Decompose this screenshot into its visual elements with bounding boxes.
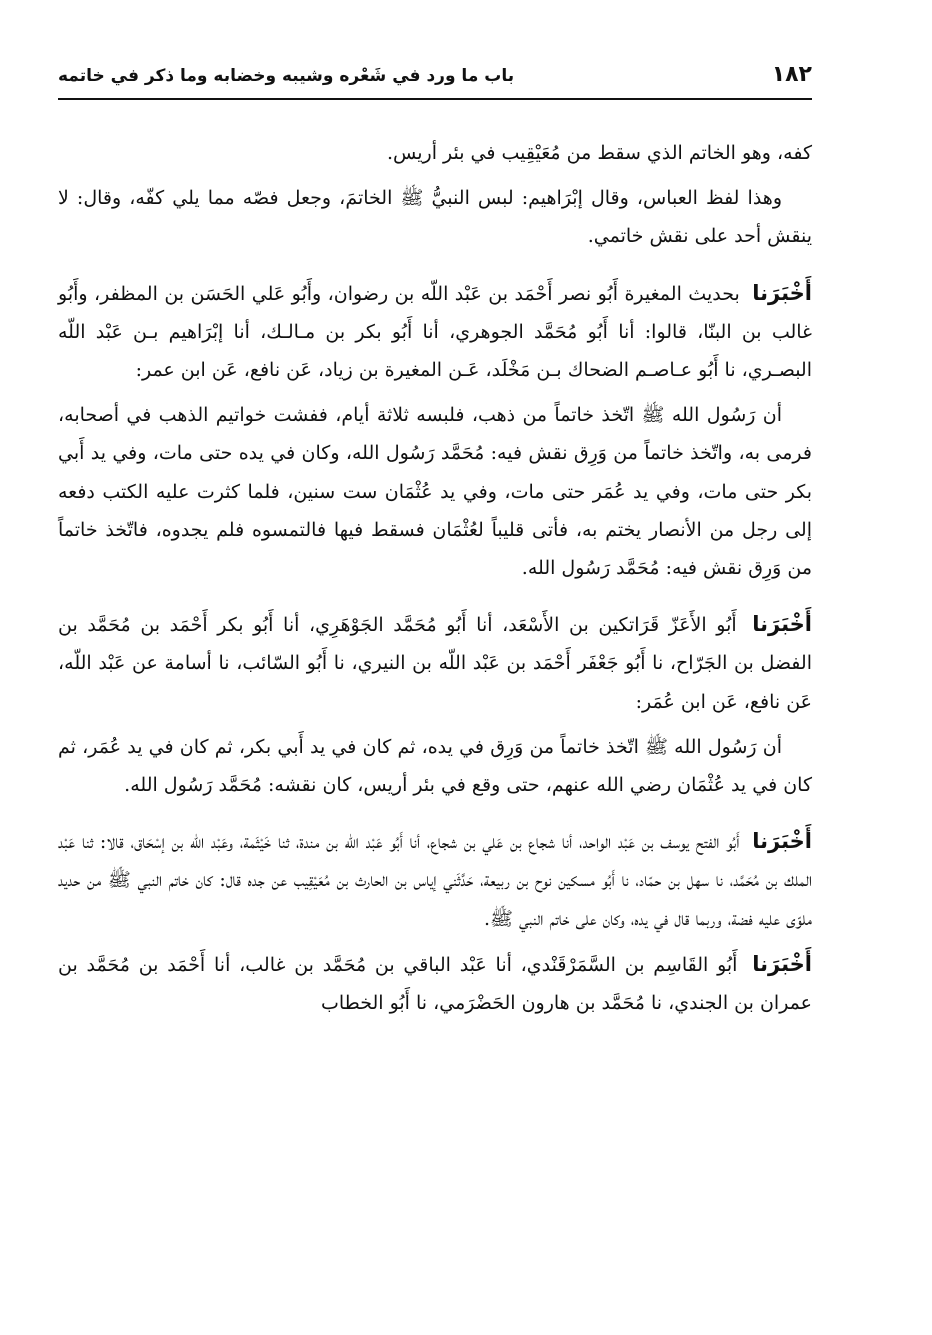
paragraph-text: أن رَسُول الله ﷺ اتّخذ خاتماً من ذهب، فلبسه ثلاثة أيام، ففشت خواتيم الذهب في أصحابه، فرمى به، واتّخذ خاتماً من وَرِق نقش فيه: مُحَمَّد رَسُول الله، وكان في يده حتى مات، وفي يد أَبي بكر حتى مات، وفي يد عُمَر حتى مات، وفي يد عُثْمَان ست سنين، فلما كثرت عليه الكتب دفعه إلى رجل من الأنصار يختم به، فأتى قليباً لعُثْمَان فسقط فيها فالتمسوه فلم يجدوه، فاتّخذ خاتماً من وَرِق نقش فيه: مُحَمَّد رَسُول الله. — [58, 404, 812, 580]
paragraph-text: وهذا لفظ العباس، وقال إبْرَاهيم: لبس النبيُّ ﷺ الخاتمَ، وجعل فصّه مما يلي كفّه، وقال: لا ينقش أحد على نقش خاتمي. — [58, 187, 812, 248]
paragraph-6 — [58, 728, 812, 804]
page-number: ١٨٢ — [771, 62, 812, 87]
paragraph-8 — [58, 945, 812, 1022]
paragraph-text: بحديث المغيرة أَبُو نصر أَحْمَد بن عَبْد اللّه بن رضوان، وأَبُو عَلي الحَسَن بن المظفر، وأَبُو غالب بن البنّا، قالوا: أنا أَبُو مُحَمَّد الجوهري، أنا أَبُو بكر بن مـالـك، أنا إبْرَاهيم بـن عَبْد اللّه البصـري، نا أَبُو عـاصـم الضحاك بـن مَخْلَد، عَـن المغيرة بن زياد، عَن نافع، عَن ابن عمر: — [58, 282, 812, 382]
paragraph-text: أَبُو الأَعَزّ قَرَاتكين بن الأَسْعَد، أنا أَبُو مُحَمَّد الجَوْهَرِي، أنا أَبُو بكر أَحْمَد بن مُحَمَّد بن الفضل بن الجَرّاح، نا أَبُو جَعْفَر أَحْمَد بن عَبْد اللّه بن النيري، نا أَبُو السّائب، نا أسامة عن عَبْد اللّه، عَن نافع، عَن ابن عُمَر: — [58, 614, 812, 713]
paragraph-7 — [58, 822, 812, 938]
isnad-lead-word: أَخْبَرَنا — [752, 612, 812, 637]
paragraph-text: كفه، وهو الخاتم الذي سقط من مُعَيْقِيب في بئر أريس. — [386, 142, 812, 164]
book-page — [58, 62, 812, 1022]
paragraph-text: أَبُو الفتح يوسف بن عَبْد الواحد، أنا شجاع بن عَلي بن شجاع، أنا أَبُو عَبْد اللّه بن مندة، ثنا خَيْثَمة، وعَبْد اللّه بن إسْحَاق، قالا: ثنا عَبْد الملك بن مُحَمَّد، نا سهل بن حمّاد، نا أَبُو مسكين نوح بن ربيعة، حَدَّثَني إياس بن الحارث بن مُعَيْقِيب عن جده قال: كان خاتم النبي ﷺ من حديد ملوّى عليه فضة، وربما قال في يده، وكان على خاتم النبي ﷺ. — [58, 831, 812, 930]
paragraph-4 — [58, 396, 812, 587]
paragraph-1 — [58, 134, 812, 172]
isnad-lead-word: أَخْبَرَنا — [752, 280, 812, 305]
paragraph-3 — [58, 274, 812, 390]
paragraph-2 — [58, 179, 812, 255]
running-title: باب ما ورد في شَعْره وشيبه وخضابه وما ذكر في خاتمه — [58, 66, 515, 86]
paragraph-5 — [58, 605, 812, 721]
page-header — [58, 62, 812, 100]
paragraph-text: أن رَسُول الله ﷺ اتّخذ خاتماً من وَرِق في يده، ثم كان في يد أَبي بكر، ثم كان في يد عُمَر، ثم كان في يد عُثْمَان رضي الله عنهم، حتى وقع في بئر أريس، كان نقشه: مُحَمَّد رَسُول الله. — [58, 735, 812, 797]
isnad-lead-word: أَخْبَرَنا — [752, 951, 812, 976]
body-text — [58, 134, 812, 1022]
paragraph-text: أَبُو القَاسِم بن السَّمَرْقَنْدي، أنا عَبْد الباقي بن مُحَمَّد بن غالب، أنا أَحْمَد بن مُحَمَّد بن عمران بن الجندي، نا مُحَمَّد بن هارون الحَضْرَمي، نا أَبُو الخطاب — [58, 953, 812, 1015]
isnad-lead-word: أَخْبَرَنا — [752, 829, 812, 854]
